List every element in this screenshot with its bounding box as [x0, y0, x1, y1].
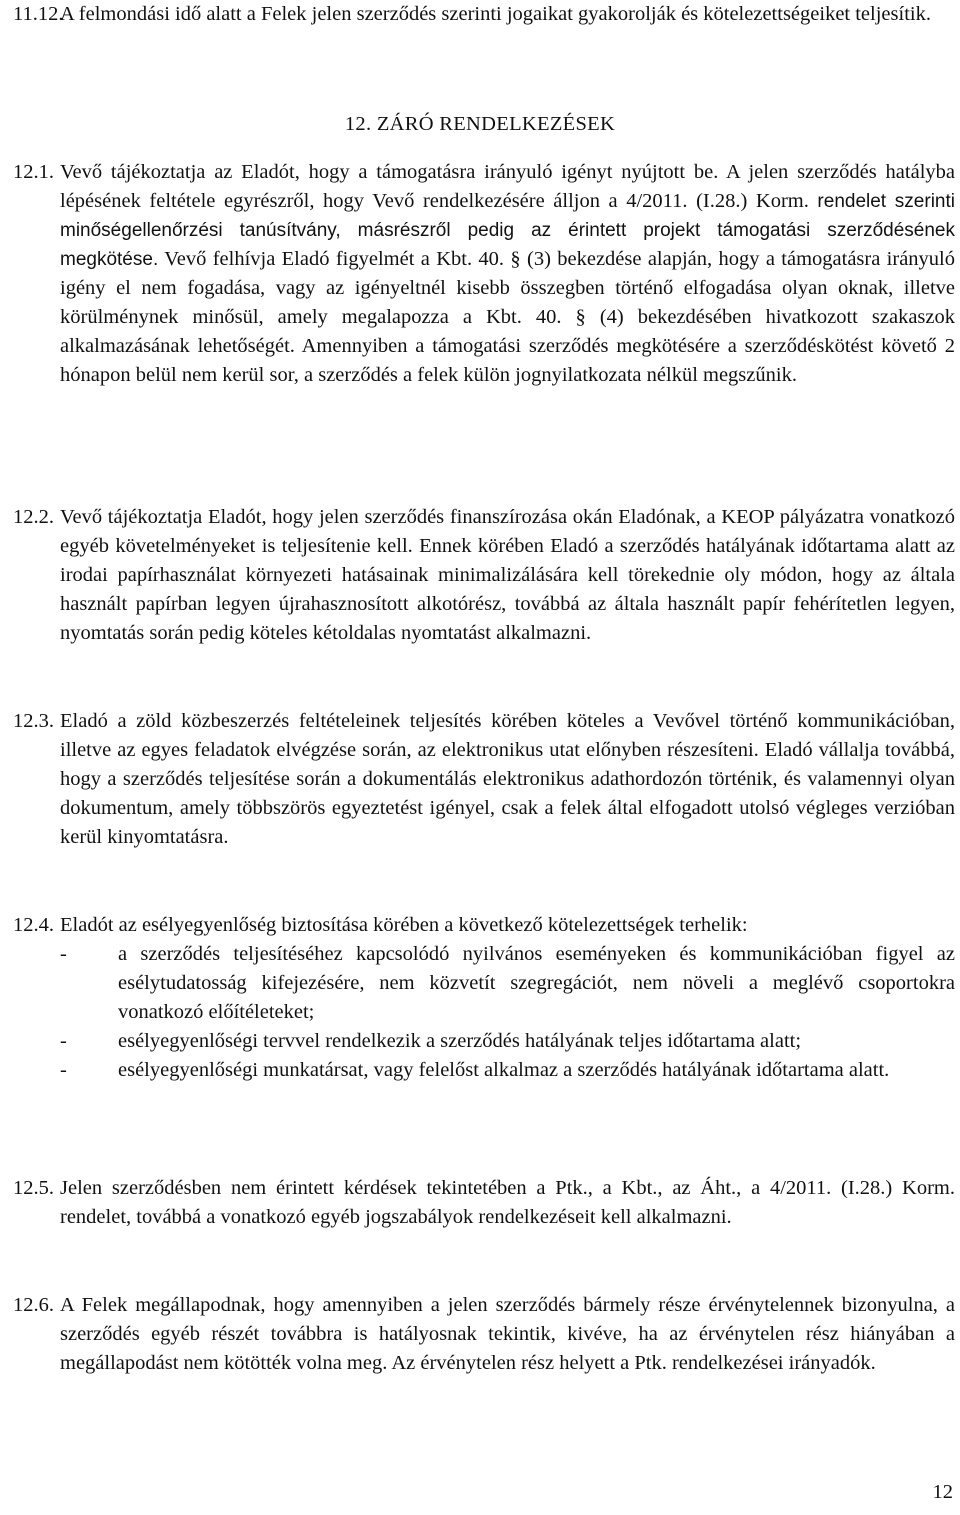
clause-12-6	[13, 1291, 955, 1378]
list-item	[60, 940, 955, 1027]
clause-number: 12.2.	[13, 506, 54, 528]
clause-12-2	[13, 503, 955, 648]
clause-text: A felmondási idő alatt a Felek jelen szerződés szerinti jogaikat gyakorolják és kötelezettségeiket teljesítik.	[60, 3, 931, 25]
list-item-text: esélyegyenlőségi munkatársat, vagy felelőst alkalmaz a szerződés hatályának időtartama alatt.	[118, 1059, 890, 1081]
page-number: 12	[932, 1481, 953, 1503]
dash-marker: -	[60, 1030, 67, 1052]
clause-12-3	[13, 707, 955, 852]
list-item	[60, 1027, 955, 1056]
clause-text: Eladó a zöld közbeszerzés feltételeinek teljesítés körében köteles a Vevővel történő kommunikációban, illetve az egyes feladatok elvégzése során, az elektronikus utat előnyben részesíteni. Eladó vállalja továbbá, hogy a szerződés teljesítése során a dokumentálás elektronikus adathordozón történik, és valamennyi olyan dokumentum, amely többszörös egyeztetést igényel, csak a felek által elfogadott utolsó végleges verzióban kerül kinyomtatásra.	[60, 710, 955, 848]
clause-number: 12.4.	[13, 914, 54, 936]
clause-text: Jelen szerződésben nem érintett kérdések tekintetében a Ptk., a Kbt., az Áht., a 4/2011. (I.28.) Korm. rendelet, továbbá a vonatkozó egyéb jogszabályok rendelkezéseit kell alkalmazni.	[60, 1177, 955, 1228]
clause-text-part: Vevő felhívja Eladó figyelmét a Kbt. 40. § (3) bekezdése alapján, hogy a támogatásra irányuló igény el nem fogadása, vagy az igényeltnél kisebb összegben történő elfogadása olyan oknak, illetve körülménynek minősül, amely megalapozza a Kbt. 40. § (4) bekezdésében hivatkozott szakaszok alkalmazásának lehetőségét. Amennyiben a támogatási szerződés megkötésére a szerződéskötést követő 2 hónapon belül nem kerül sor, a szerződés a felek külön jognyilatkozata nélkül megszűnik.	[60, 248, 955, 386]
clause-text: Vevő tájékoztatja Eladót, hogy jelen szerződés finanszírozása okán Eladónak, a KEOP pályázatra vonatkozó egyéb követelményeket is teljesítenie kell. Ennek körében Eladó a szerződés hatályának időtartama alatt az irodai papírhasználat környezeti hatásainak minimalizálására kell törekednie oly módon, hogy az általa használt papírban legyen újrahasznosított alkotórész, továbbá az általa használt papír fehérítetlen legyen, nyomtatás során pedig köteles kétoldalas nyomtatást alkalmazni.	[60, 506, 955, 644]
clause-text-part: Vevő tájékoztatja az Eladót, hogy a támogatásra irányuló igényt nyújtott be. A jelen szerződés hatályba lépésének feltétele egyrészről, hogy Vevő rendelkezésére álljon a 4/2011. (I.28.) Korm.	[60, 161, 955, 212]
clause-text	[60, 158, 955, 390]
list-item-text: esélyegyenlőségi tervvel rendelkezik a szerződés hatályának teljes időtartama alatt;	[118, 1030, 802, 1052]
clause-text-part: rendelet szerinti minőségellenőrzési tanúsítvány, másrészről pedig az érintett projekt támogatási szerződésének megkötése.	[60, 191, 955, 270]
clause-number: 11.12.	[13, 3, 64, 25]
list-item-text: a szerződés teljesítéséhez kapcsolódó nyilvános eseményeken és kommunikációban figyel az esélytudatosság kifejezésére, nem közvetít szegregációt, nem növeli a meglévő csoportokra vonatkozó előítéleteket;	[118, 943, 955, 1023]
dash-marker: -	[60, 1059, 67, 1081]
section-heading: 12. ZÁRÓ RENDELKEZÉSEK	[344, 113, 616, 135]
clause-intro: Eladót az esélyegyenlőség biztosítása körében a következő kötelezettségek terhelik:	[60, 914, 748, 936]
clause-12-4	[13, 911, 955, 1085]
obligation-list	[60, 940, 955, 1085]
list-item	[60, 1056, 955, 1085]
clause-number: 12.3.	[13, 710, 54, 732]
clause-text: A Felek megállapodnak, hogy amennyiben a jelen szerződés bármely része érvénytelennek bizonyulna, a szerződés egyéb részét továbbra is hatályosnak tekintik, kivéve, ha az érvénytelen rész hiányában a megállapodást nem kötötték volna meg. Az érvénytelen rész helyett a Ptk. rendelkezései irányadók.	[60, 1294, 955, 1374]
clause-12-1	[13, 158, 955, 390]
clause-11-12	[13, 0, 955, 29]
clause-number: 12.5.	[13, 1177, 54, 1199]
clause-12-5	[13, 1174, 955, 1232]
dash-marker: -	[60, 943, 67, 965]
clause-number: 12.6.	[13, 1294, 54, 1316]
clause-number: 12.1.	[13, 161, 54, 183]
